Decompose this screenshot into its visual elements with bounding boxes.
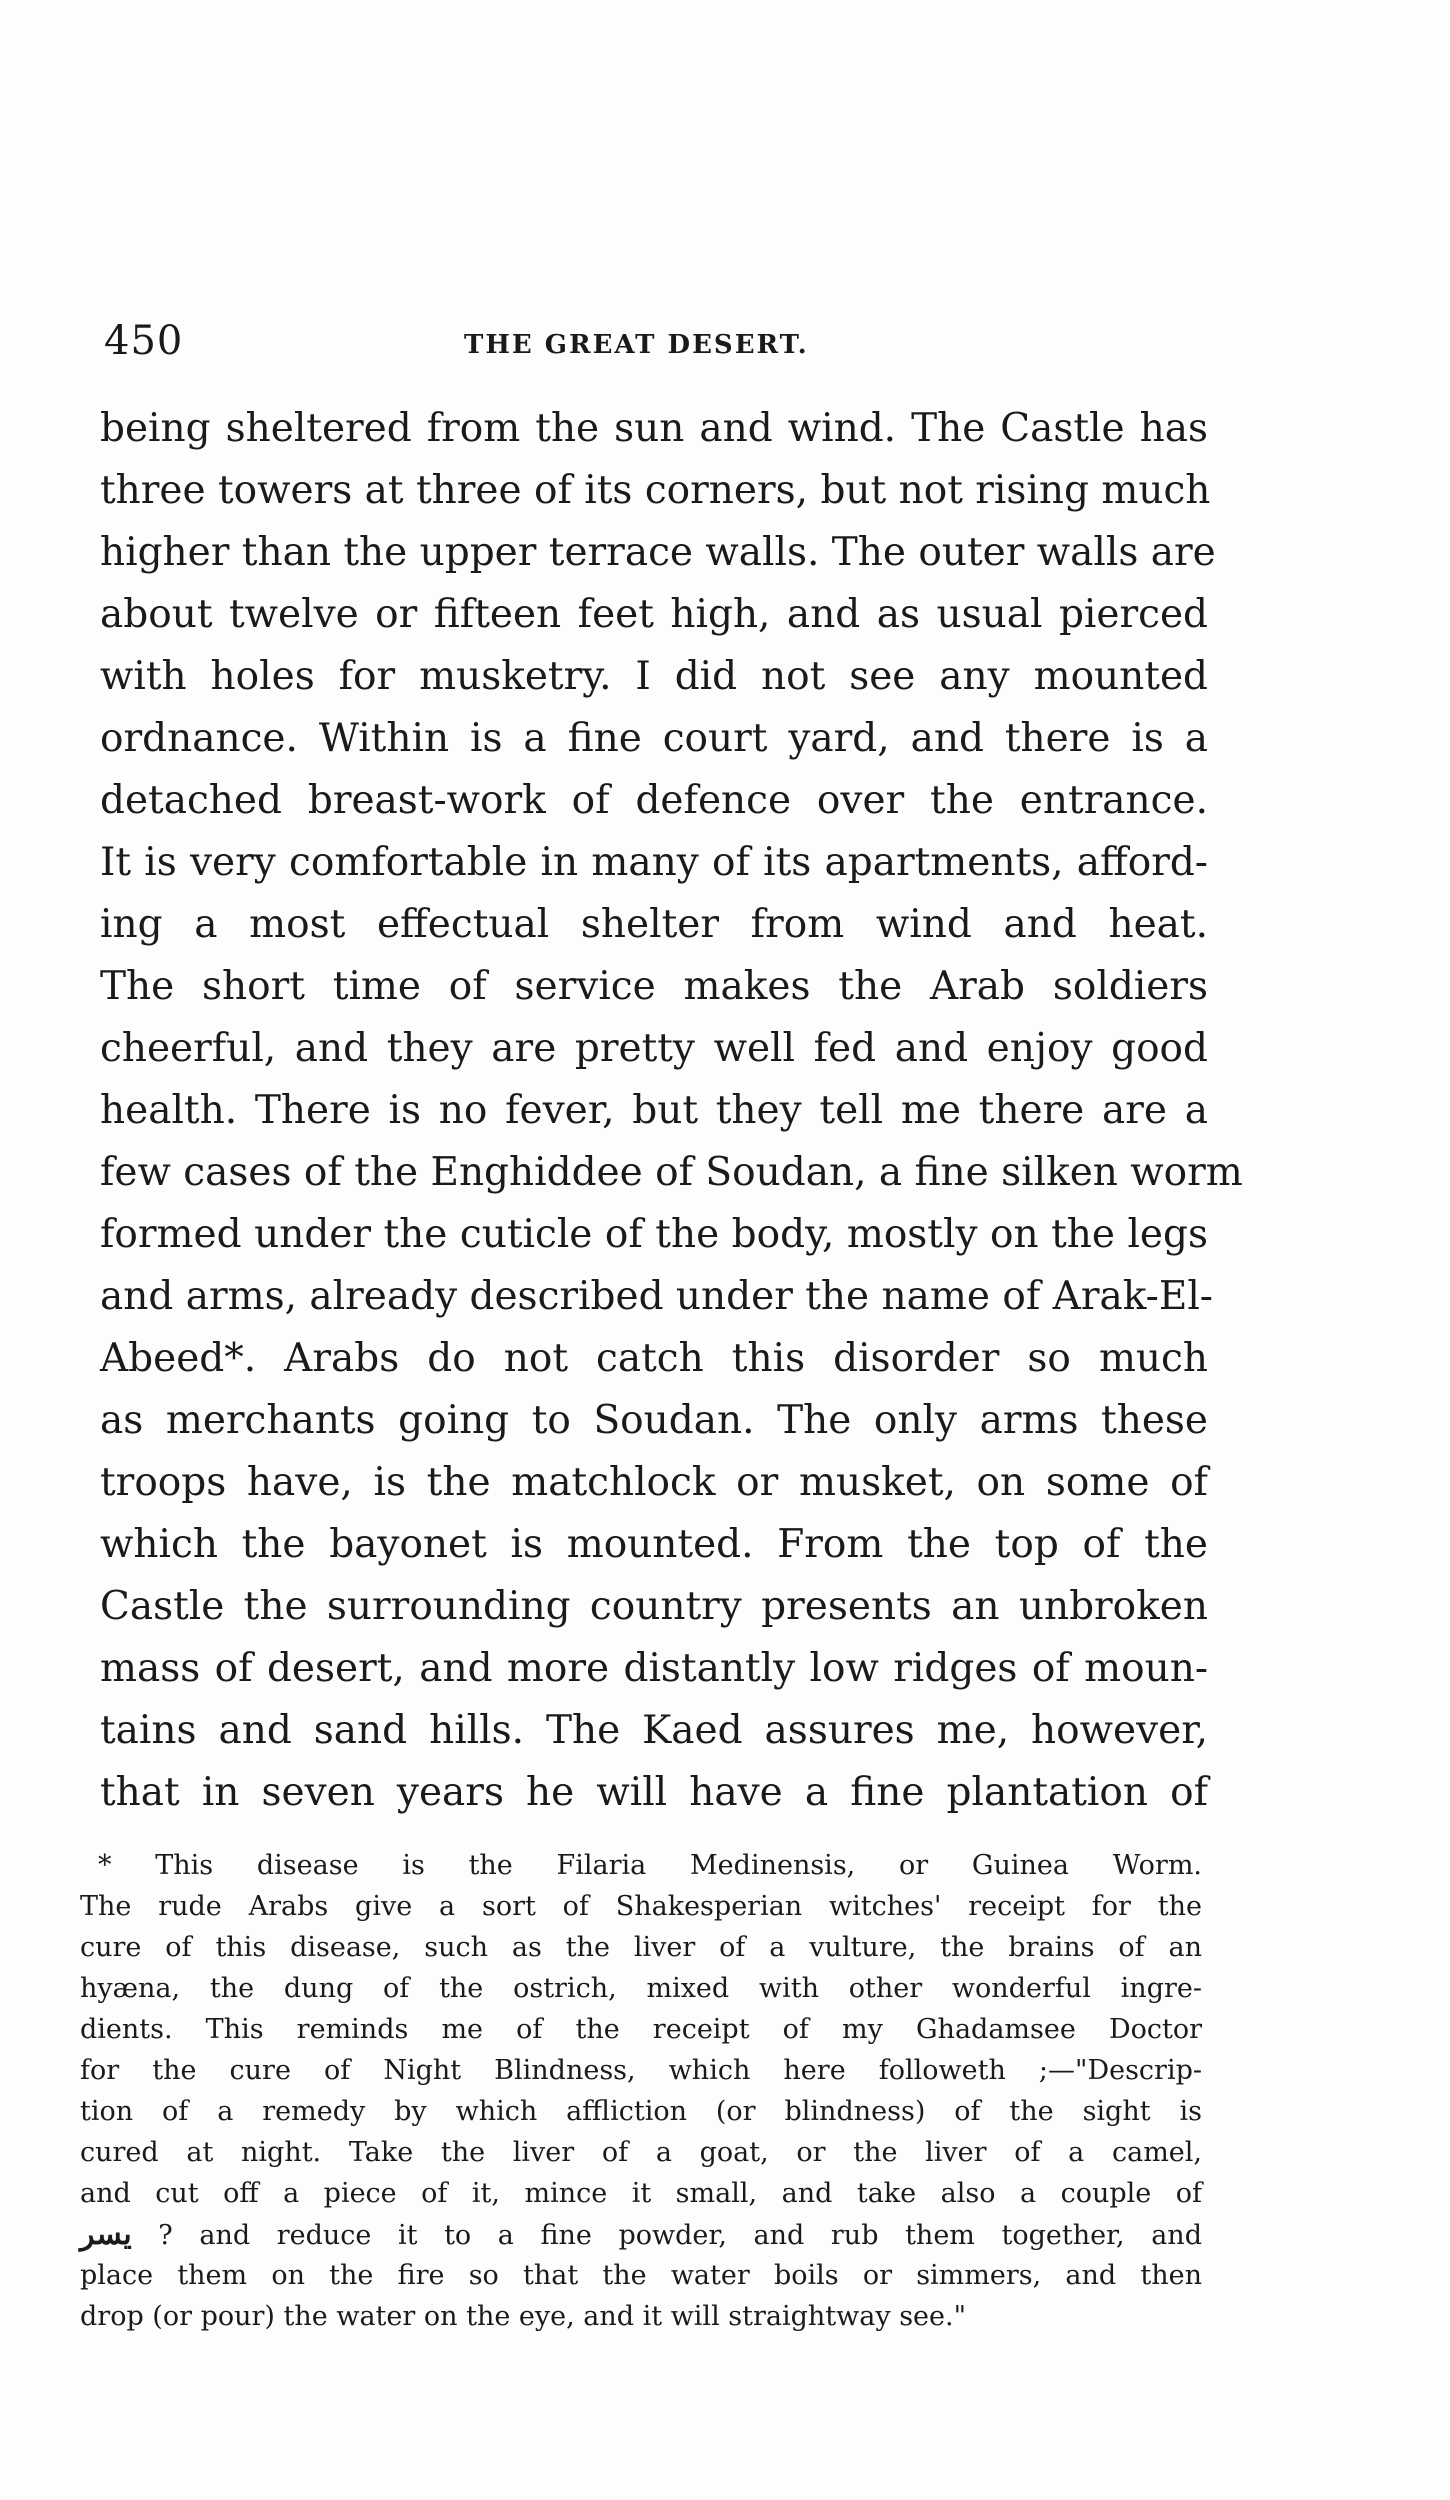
page-number: 450: [104, 318, 184, 364]
body-line: few cases of the Enghiddee of Soudan, a fine silken worm: [100, 1150, 1243, 1195]
footnote-line: place them on the fire so that the water boils or simmers, and then: [80, 2260, 1202, 2291]
body-line: and arms, already described under the name of Arak-El-: [100, 1274, 1213, 1319]
body-line: It is very comfortable in many of its apartments, afford-: [100, 840, 1208, 885]
body-line: formed under the cuticle of the body, mostly on the legs: [100, 1212, 1208, 1257]
body-line: Abeed*. Arabs do not catch this disorder so much: [100, 1336, 1208, 1381]
body-line: with holes for musketry. I did not see any mounted: [100, 654, 1208, 699]
footnote-line: hyæna, the dung of the ostrich, mixed with other wonderful ingre-: [80, 1973, 1202, 2004]
footnote-line: for the cure of Night Blindness, which here followeth ;—"Descrip-: [80, 2055, 1202, 2086]
body-line: which the bayonet is mounted. From the top of the: [100, 1522, 1208, 1567]
body-line: being sheltered from the sun and wind. The Castle has: [100, 406, 1208, 451]
footnote-line-text: ? and reduce it to a fine powder, and rub them together, and: [158, 2220, 1202, 2251]
body-line: Castle the surrounding country presents an unbroken: [100, 1584, 1208, 1629]
body-text: [100, 398, 1243, 1824]
running-title: THE GREAT DESERT.: [464, 330, 809, 360]
footnote-line-with-arabic: [80, 2214, 1202, 2255]
body-line: tains and sand hills. The Kaed assures me, however,: [100, 1708, 1208, 1753]
body-line: as merchants going to Soudan. The only arms these: [100, 1398, 1208, 1443]
footnote-line: drop (or pour) the water on the eye, and it will straightway see.": [80, 2301, 967, 2332]
footnote-line: tion of a remedy by which affliction (or blindness) of the sight is: [80, 2096, 1202, 2127]
footnote-line: The rude Arabs give a sort of Shakesperian witches' receipt for the: [80, 1891, 1202, 1922]
body-line: that in seven years he will have a fine plantation of: [100, 1770, 1208, 1815]
footnote-line: dients. This reminds me of the receipt of my Ghadamsee Doctor: [80, 2014, 1202, 2045]
body-line: three towers at three of its corners, but not rising much: [100, 468, 1211, 513]
body-line: cheerful, and they are pretty well fed and enjoy good: [100, 1026, 1208, 1071]
footnote: [80, 1845, 1202, 2337]
page-header: [104, 318, 1204, 368]
footnote-line: and cut off a piece of it, mince it small, and take also a couple of: [80, 2178, 1202, 2209]
body-line: ing a most effectual shelter from wind and heat.: [100, 902, 1208, 947]
body-line: health. There is no fever, but they tell me there are a: [100, 1088, 1208, 1133]
body-line: troops have, is the matchlock or musket, on some of: [100, 1460, 1208, 1505]
body-line: detached breast-work of defence over the entrance.: [100, 778, 1208, 823]
footnote-line: * This disease is the Filaria Medinensis, or Guinea Worm.: [98, 1850, 1202, 1881]
arabic-word: يسر: [80, 2217, 132, 2252]
footnote-line: cured at night. Take the liver of a goat, or the liver of a camel,: [80, 2137, 1202, 2168]
footnote-line: cure of this disease, such as the liver of a vulture, the brains of an: [80, 1932, 1202, 1963]
body-line: higher than the upper terrace walls. The outer walls are: [100, 530, 1216, 575]
body-line: about twelve or fifteen feet high, and as usual pierced: [100, 592, 1208, 637]
body-line: ordnance. Within is a fine court yard, and there is a: [100, 716, 1208, 761]
body-line: mass of desert, and more distantly low ridges of moun-: [100, 1646, 1208, 1691]
body-line: The short time of service makes the Arab soldiers: [100, 964, 1208, 1009]
